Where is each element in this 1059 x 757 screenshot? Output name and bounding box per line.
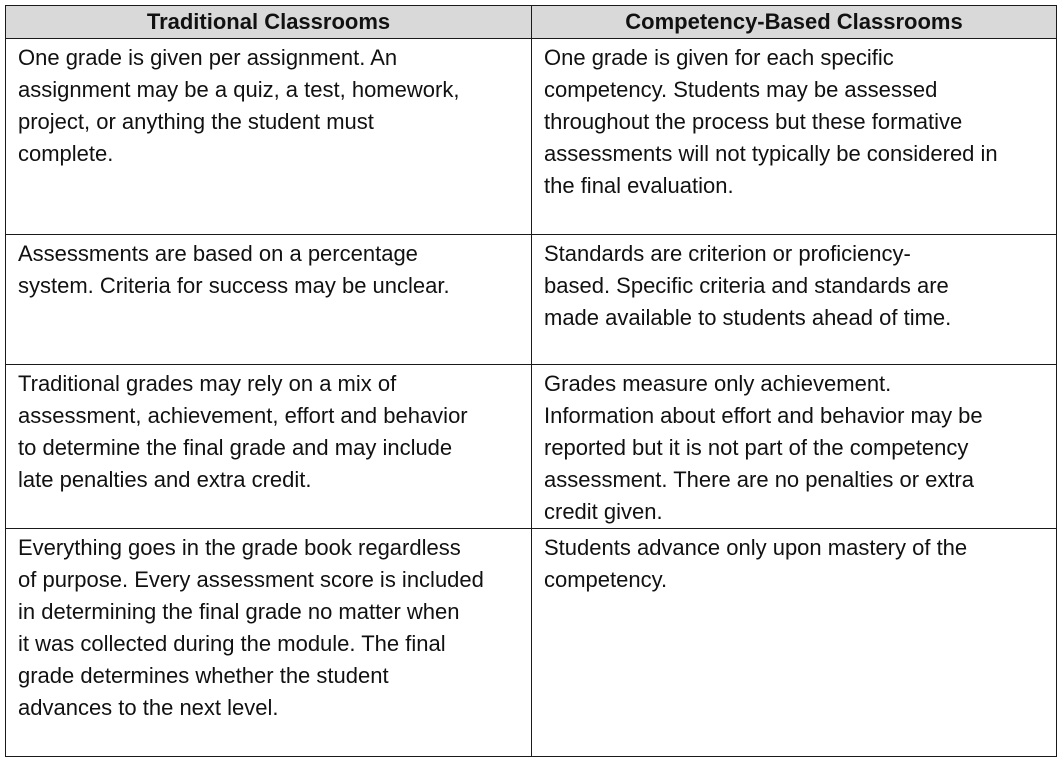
traditional-cell: Assessments are based on a percentage system. Criteria for success may be unclear. xyxy=(6,235,532,365)
table-row xyxy=(6,235,1057,365)
table-row xyxy=(6,529,1057,757)
table-row xyxy=(6,39,1057,235)
traditional-cell: Everything goes in the grade book regardless of purpose. Every assessment score is included in determining the final grade no matter when it was collected during the module. The final grade determines whether the student advances to the next level. xyxy=(6,529,532,757)
competency-cell: Standards are criterion or proficiency- based. Specific criteria and standards are made available to students ahead of time. xyxy=(532,235,1057,365)
comparison-table xyxy=(5,5,1057,757)
header-row xyxy=(6,6,1057,39)
traditional-cell: Traditional grades may rely on a mix of assessment, achievement, effort and behavior to determine the final grade and may include late penalties and extra credit. xyxy=(6,365,532,529)
competency-cell: Grades measure only achievement. Information about effort and behavior may be reported but it is not part of the competency assessment. There are no penalties or extra credit given. xyxy=(532,365,1057,529)
competency-cell: Students advance only upon mastery of the competency. xyxy=(532,529,1057,757)
header-competency-based: Competency-Based Classrooms xyxy=(532,6,1057,39)
table-row xyxy=(6,365,1057,529)
traditional-cell: One grade is given per assignment. An assignment may be a quiz, a test, homework, project, or anything the student must complete. xyxy=(6,39,532,235)
header-traditional: Traditional Classrooms xyxy=(6,6,532,39)
competency-cell: One grade is given for each specific competency. Students may be assessed throughout the process but these formative assessments will not typically be considered in the final evaluation. xyxy=(532,39,1057,235)
